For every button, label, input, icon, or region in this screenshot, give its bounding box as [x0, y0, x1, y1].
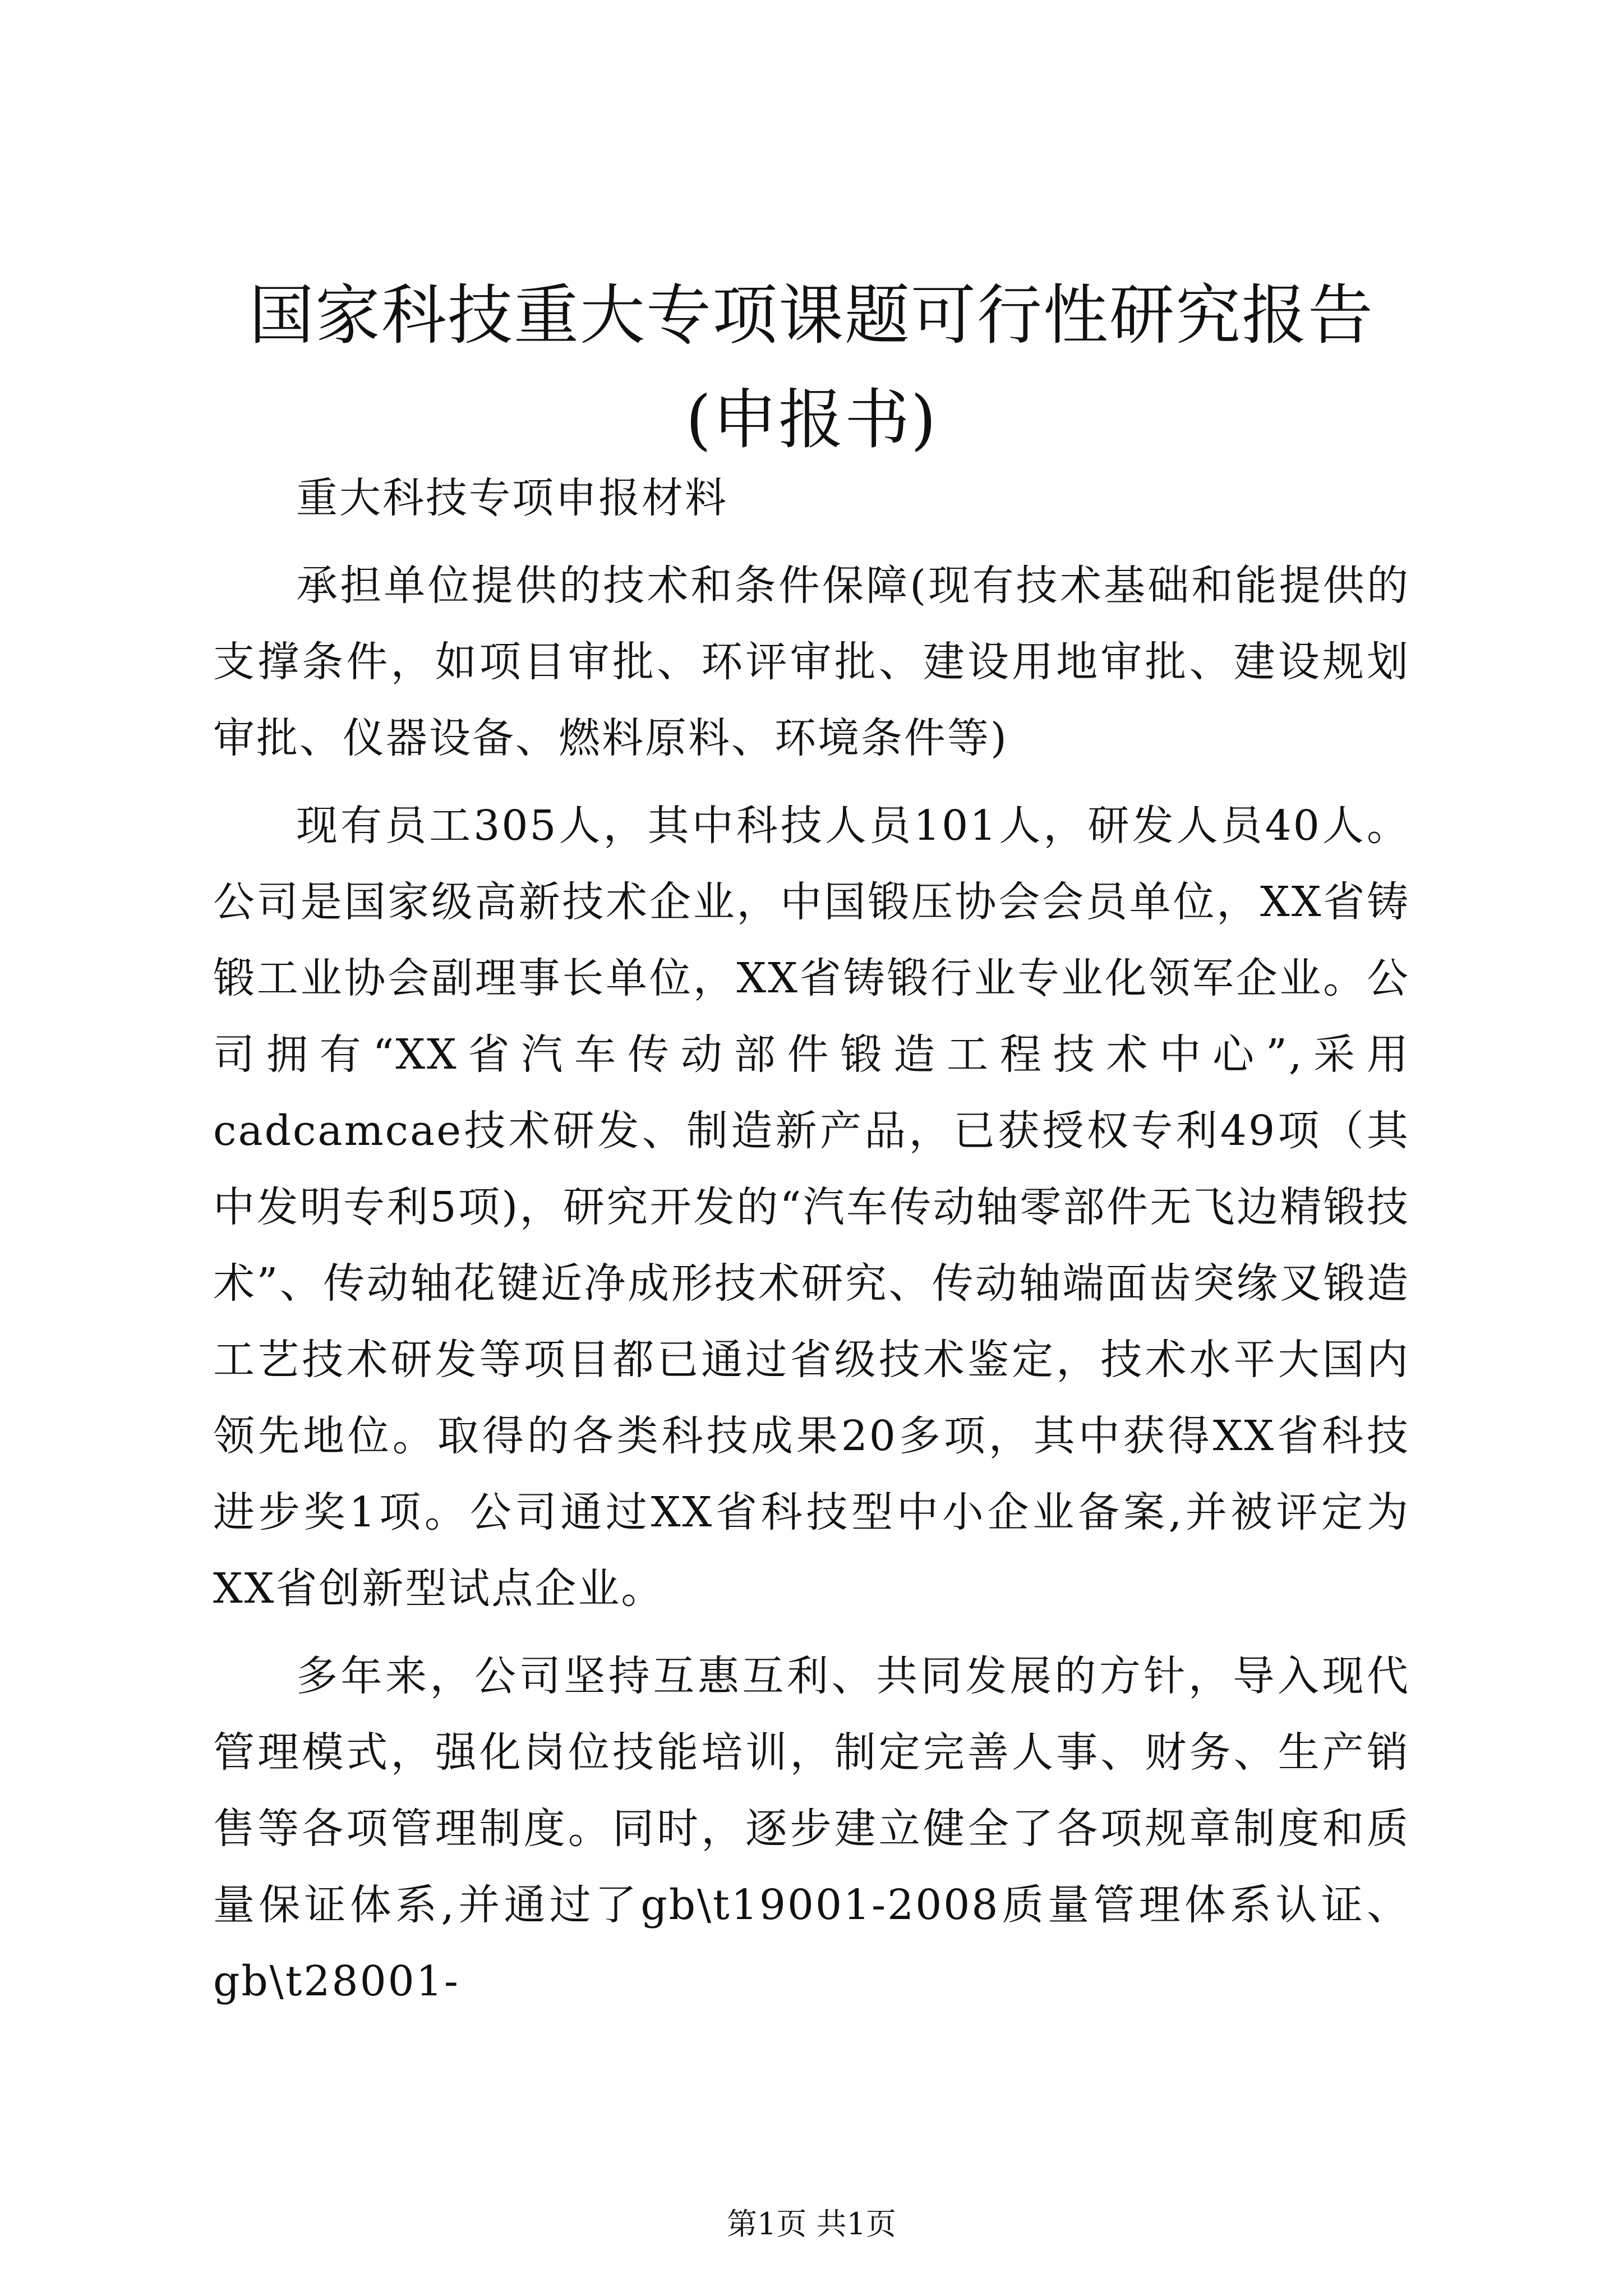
page-footer: 第1页 共1页: [727, 2206, 896, 2242]
paragraph-conditions: 承担单位提供的技术和条件保障(现有技术基础和能提供的支撑条件，如项目审批、环评审批、建设用地审批、建设规划审批、仪器设备、燃料原料、环境条件等): [213, 562, 1410, 762]
paragraph-subtitle: 重大科技专项申报材料: [296, 474, 728, 522]
document-title: 国家科技重大专项课题可行性研究报告(申报书): [249, 278, 1374, 458]
document-body: [213, 460, 1410, 2031]
paragraph-management: 多年来，公司坚持互惠互利、共同发展的方针，导入现代管理模式，强化岗位技能培训，制定完善人事、财务、生产销售等各项管理制度。同时，逐步建立健全了各项规章制度和质量保证体系,并通过了gb\t19001-2008质量管理体系认证、gb\t28001-: [213, 1652, 1410, 2005]
paragraph-company-profile: 现有员工305人，其中科技人员101人，研发人员40人。公司是国家级高新技术企业，中国锻压协会会员单位，XX省铸锻工业协会副理事长单位，XX省铸锻行业专业化领军企业。公司拥有“XX省汽车传动部件锻造工程技术中心”,采用cadcamcae技术研发、制造新产品，已获授权专利49项（其中发明专利5项)，研究开发的“汽车传动轴零部件无飞边精锻技术”、传动轴花键近净成形技术研究、传动轴端面齿突缘叉锻造工艺技术研发等项目都已通过省级技术鉴定，技术水平大国内领先地位。取得的各类科技成果20多项，其中获得XX省科技进步奖1项。公司通过XX省科技型中小企业备案,并被评定为XX省创新型试点企业。: [213, 802, 1410, 1613]
